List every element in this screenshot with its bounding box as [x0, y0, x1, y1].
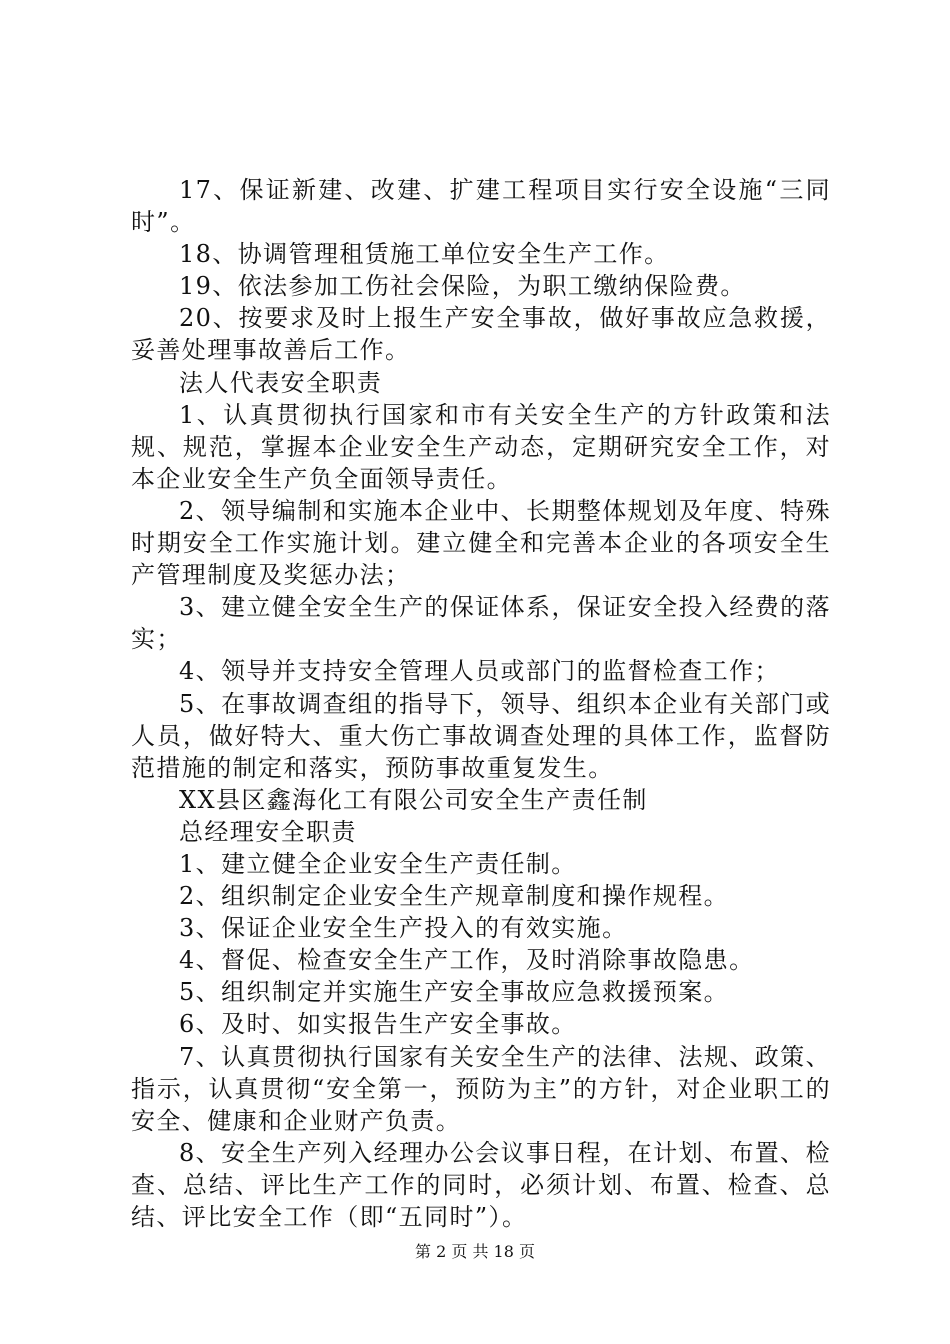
paragraph: 19、依法参加工伤社会保险，为职工缴纳保险费。	[179, 272, 746, 301]
paragraph: 4、督促、检查安全生产工作，及时消除事故隐患。	[179, 946, 755, 975]
paragraph: 5、在事故调查组的指导下，领导、组织本企业有关部门或人员，做好特大、重大伤亡事故调查处理的具体工作，监督防范措施的制定和落实，预防事故重复发生。	[131, 689, 831, 782]
section-heading: 法人代表安全职责	[179, 368, 383, 397]
paragraph: 17、保证新建、改建、扩建工程项目实行安全设施“三同时”。	[131, 176, 831, 237]
paragraph: 7、认真贯彻执行国家有关安全生产的法律、法规、政策、指示，认真贯彻“安全第一，预防为主”的方针，对企业职工的安全、健康和企业财产负责。	[131, 1042, 831, 1135]
paragraph: 2、领导编制和实施本企业中、长期整体规划及年度、特殊时期安全工作实施计划。建立健全和完善本企业的各项安全生产管理制度及奖惩办法；	[131, 496, 831, 590]
paragraph: 20、按要求及时上报生产安全事故，做好事故应急救援，妥善处理事故善后工作。	[131, 304, 831, 365]
paragraph: 3、保证企业安全生产投入的有效实施。	[179, 914, 628, 943]
paragraph: 3、建立健全安全生产的保证体系，保证安全投入经费的落实；	[131, 593, 831, 654]
section-heading: XX县区鑫海化工有限公司安全生产责任制	[179, 785, 648, 814]
document-body	[131, 174, 831, 1233]
paragraph: 4、领导并支持安全管理人员或部门的监督检查工作；	[179, 657, 780, 686]
paragraph: 2、组织制定企业安全生产规章制度和操作规程。	[179, 882, 730, 911]
paragraph: 5、组织制定并实施生产安全事故应急救援预案。	[179, 978, 730, 1007]
paragraph: 1、建立健全企业安全生产责任制。	[179, 849, 577, 878]
section-heading: 总经理安全职责	[179, 817, 357, 846]
paragraph: 1、认真贯彻执行国家和市有关安全生产的方针政策和法规、规范，掌握本企业安全生产动态，定期研究安全工作，对本企业安全生产负全面领导责任。	[131, 400, 831, 493]
paragraph: 8、安全生产列入经理办公会议事日程，在计划、布置、检查、总结、评比生产工作的同时，必须计划、布置、检查、总结、评比安全工作（即“五同时”）。	[131, 1138, 831, 1231]
page-number-footer: 第 2 页 共 18 页	[415, 1242, 535, 1261]
paragraph: 6、及时、如实报告生产安全事故。	[179, 1010, 577, 1039]
paragraph: 18、协调管理租赁施工单位安全生产工作。	[179, 240, 670, 269]
